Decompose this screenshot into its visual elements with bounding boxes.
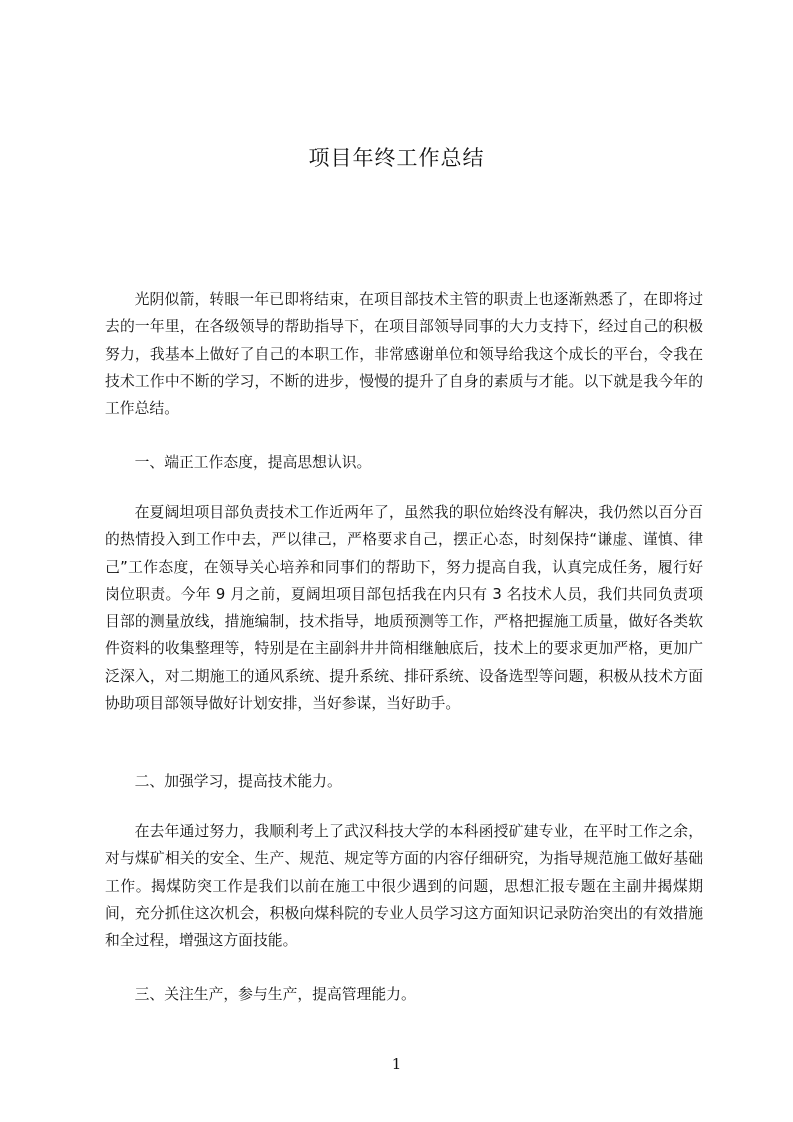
page-number: 1 <box>391 1055 402 1073</box>
section-heading-3: 三、关注生产，参与生产，提高管理能力。 <box>134 986 416 1003</box>
intro-paragraph: 光阴似箭，转眼一年已即将结束，在项目部技术主管的职责上也逐渐熟悉了，在即将过去的一年里，在各级领导的帮助指导下，在项目部领导同事的大力支持下，经过自己的积极努力，我基本上做好了自己的本职工作，非常感谢单位和领导给我这个成长的平台，令我在技术工作中不断的学习，不断的进步，慢慢的提升了自身的素质与才能。以下就是我今年的工作总结。 <box>105 291 703 418</box>
section-body-1: 在夏阔坦项目部负责技术工作近两年了，虽然我的职位始终没有解决，我仍然以百分百的热情投入到工作中去，严以律己，严格要求自己，摆正心态，时刻保持“谦虚、谨慎、律己”工作态度，在领导关心培养和同事们的帮助下，努力提高自我，认真完成任务，履行好岗位职责。今年 9 月之前，夏阔坦项目部包括我在内只有 3 名技术人员，我们共同负责项目部的测量放线，措施编制，技术指导，地质预测等工作，严格把握施工质量，做好各类软件资料的收集整理等，特别是在主副斜井井筒相继触底后，技术上的要求更加严格，更加广泛深入，对二期施工的通风系统、提升系统、排矸系统、设备选型等问题，积极从技术方面协助项目部领导做好计划安排，当好参谋，当好助手。 <box>105 504 703 713</box>
page-title: 项目年终工作总结 <box>308 146 485 170</box>
section-heading-1: 一、端正工作态度，提高思想认识。 <box>134 454 372 471</box>
section-body-2: 在去年通过努力，我顺利考上了武汉科技大学的本科函授矿建专业，在平时工作之余，对与煤矿相关的安全、生产、规范、规定等方面的内容仔细研究，为指导规范施工做好基础工作。揭煤防突工作是我们以前在施工中很少遇到的问题，思想汇报专题在主副井揭煤期间，充分抓住这次机会，积极向煤科院的专业人员学习这方面知识记录防治突出的有效措施和全过程，增强这方面技能。 <box>105 823 703 950</box>
section-heading-2: 二、加强学习，提高技术能力。 <box>134 773 342 790</box>
